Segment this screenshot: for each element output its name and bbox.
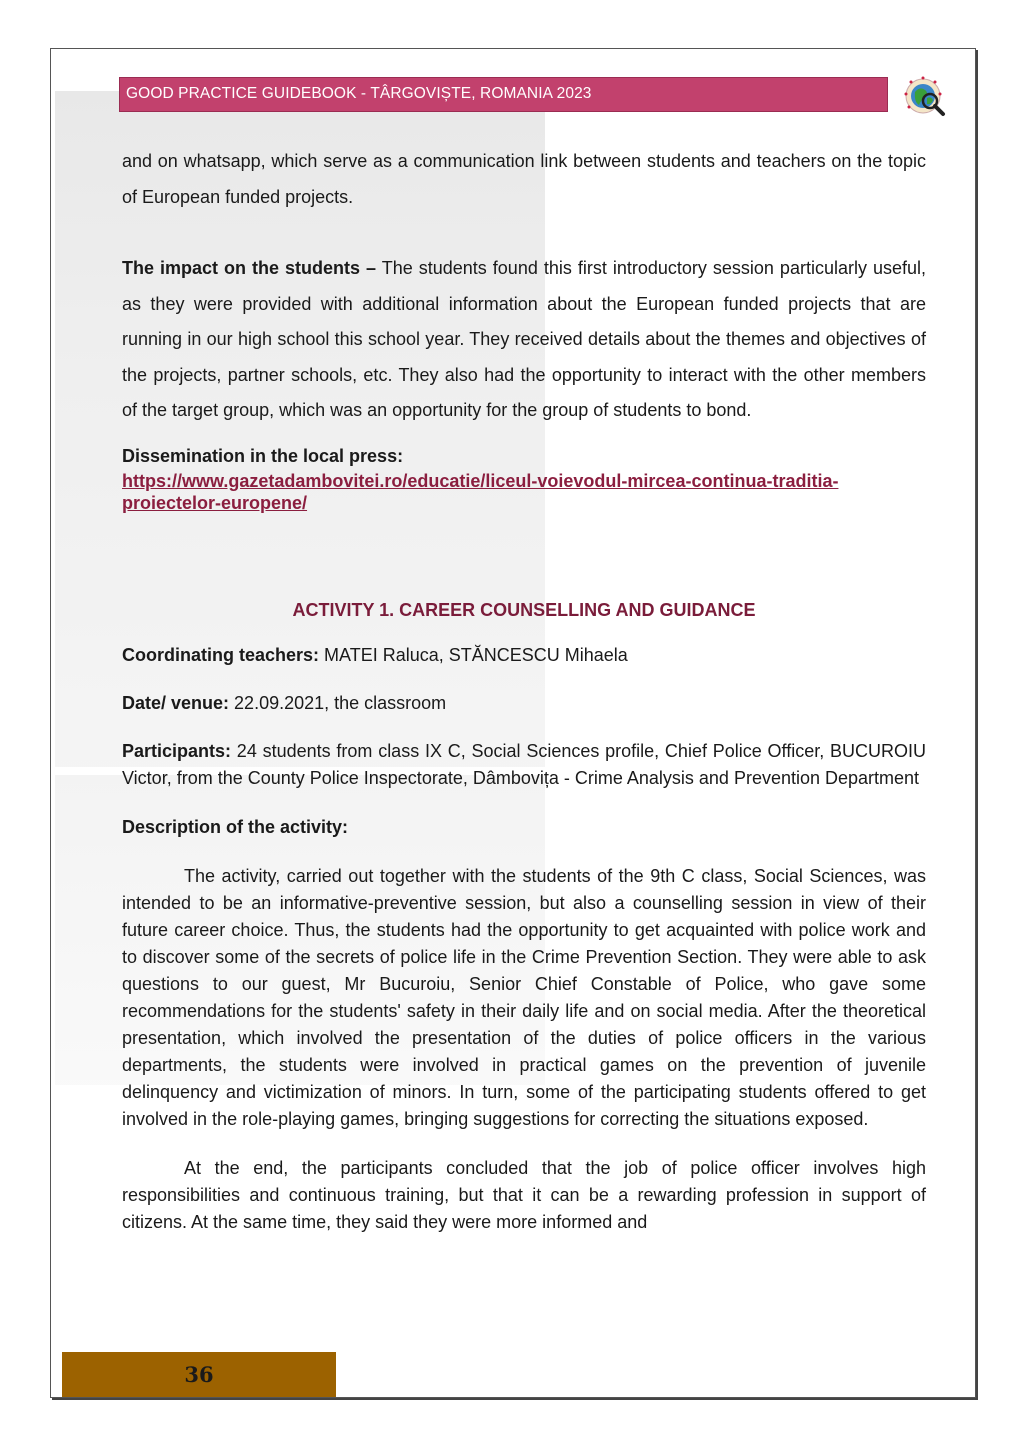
- page-frame: [50, 48, 976, 1398]
- paragraph-impact: [122, 251, 926, 429]
- dissemination-link[interactable]: https://www.gazetadambovitei.ro/educatie/liceul-voievodul-mircea-continua-traditia-proiectelor-europene/: [122, 471, 839, 513]
- activity-title: ACTIVITY 1. CAREER COUNSELLING AND GUIDANCE: [292, 600, 756, 620]
- description-paragraph-2: At the end, the participants concluded that the job of police officer involves high responsibilities and continuous training, but that it can be a rewarding profession in support of citizens. At the same time, they said they were more informed and: [122, 1158, 926, 1232]
- participants: [122, 738, 926, 792]
- coordinating-label: Coordinating teachers:: [122, 645, 320, 665]
- participants-value: 24 students from class IX C, Social Sciences profile, Chief Police Officer, BUCUROIU Victor, from the County Police Inspectorate, Dâmbovița - Crime Analysis and Prevention Department: [122, 741, 926, 788]
- header-banner: [119, 77, 888, 112]
- paragraph-whatsapp: and on whatsapp, which serve as a communication link between students and teachers on the topic of European funded projects.: [122, 151, 926, 207]
- participants-label: Participants:: [122, 741, 232, 761]
- main-content: [122, 145, 926, 1236]
- description-label: Description of the activity:: [122, 817, 349, 837]
- page-number: 36: [184, 1362, 214, 1387]
- date-venue: [122, 690, 926, 717]
- impact-text: The students found this first introductory session particularly useful, as they were provided with additional information about the European funded projects that are running in our high school this school year. They received details about the themes and objectives of the projects, partner schools, etc. They also had the opportunity to interact with the other members of the target group, which was an opportunity for the group of students to bond.: [122, 258, 926, 420]
- description-paragraph-1: The activity, carried out together with the students of the 9th C class, Social Sciences, was intended to be an informative-preventive session, but also a counselling session in view of their future career choice. Thus, the students had the opportunity to get acquainted with police work and to discover some of the secrets of police life in the Crime Prevention Section. They were able to ask questions to our guest, Mr Bucuroiu, Senior Chief Constable of Police, who gave some recommendations for the students' safety in their daily life and on social media. After the theoretical presentation, which involved the presentation of the duties of police officers in the various departments, the students were involved in practical games on the prevention of juvenile delinquency and victimization of minors. In turn, some of the participating students offered to get involved in the role-playing games, bringing suggestions for correcting the situations exposed.: [122, 866, 926, 1129]
- impact-label: The impact on the students –: [122, 258, 377, 278]
- coordinating-teachers: [122, 642, 926, 669]
- header-title: GOOD PRACTICE GUIDEBOOK - TÂRGOVIȘTE, ROMANIA 2023: [126, 85, 592, 102]
- date-label: Date/ venue:: [122, 693, 230, 713]
- page-number-box: [62, 1352, 336, 1397]
- globe-magnifier-icon: [903, 74, 949, 120]
- date-value: 22.09.2021, the classroom: [229, 693, 447, 713]
- coordinating-value: MATEI Raluca, STĂNCESCU Mihaela: [319, 645, 628, 665]
- dissemination-label: Dissemination in the local press:: [122, 445, 404, 466]
